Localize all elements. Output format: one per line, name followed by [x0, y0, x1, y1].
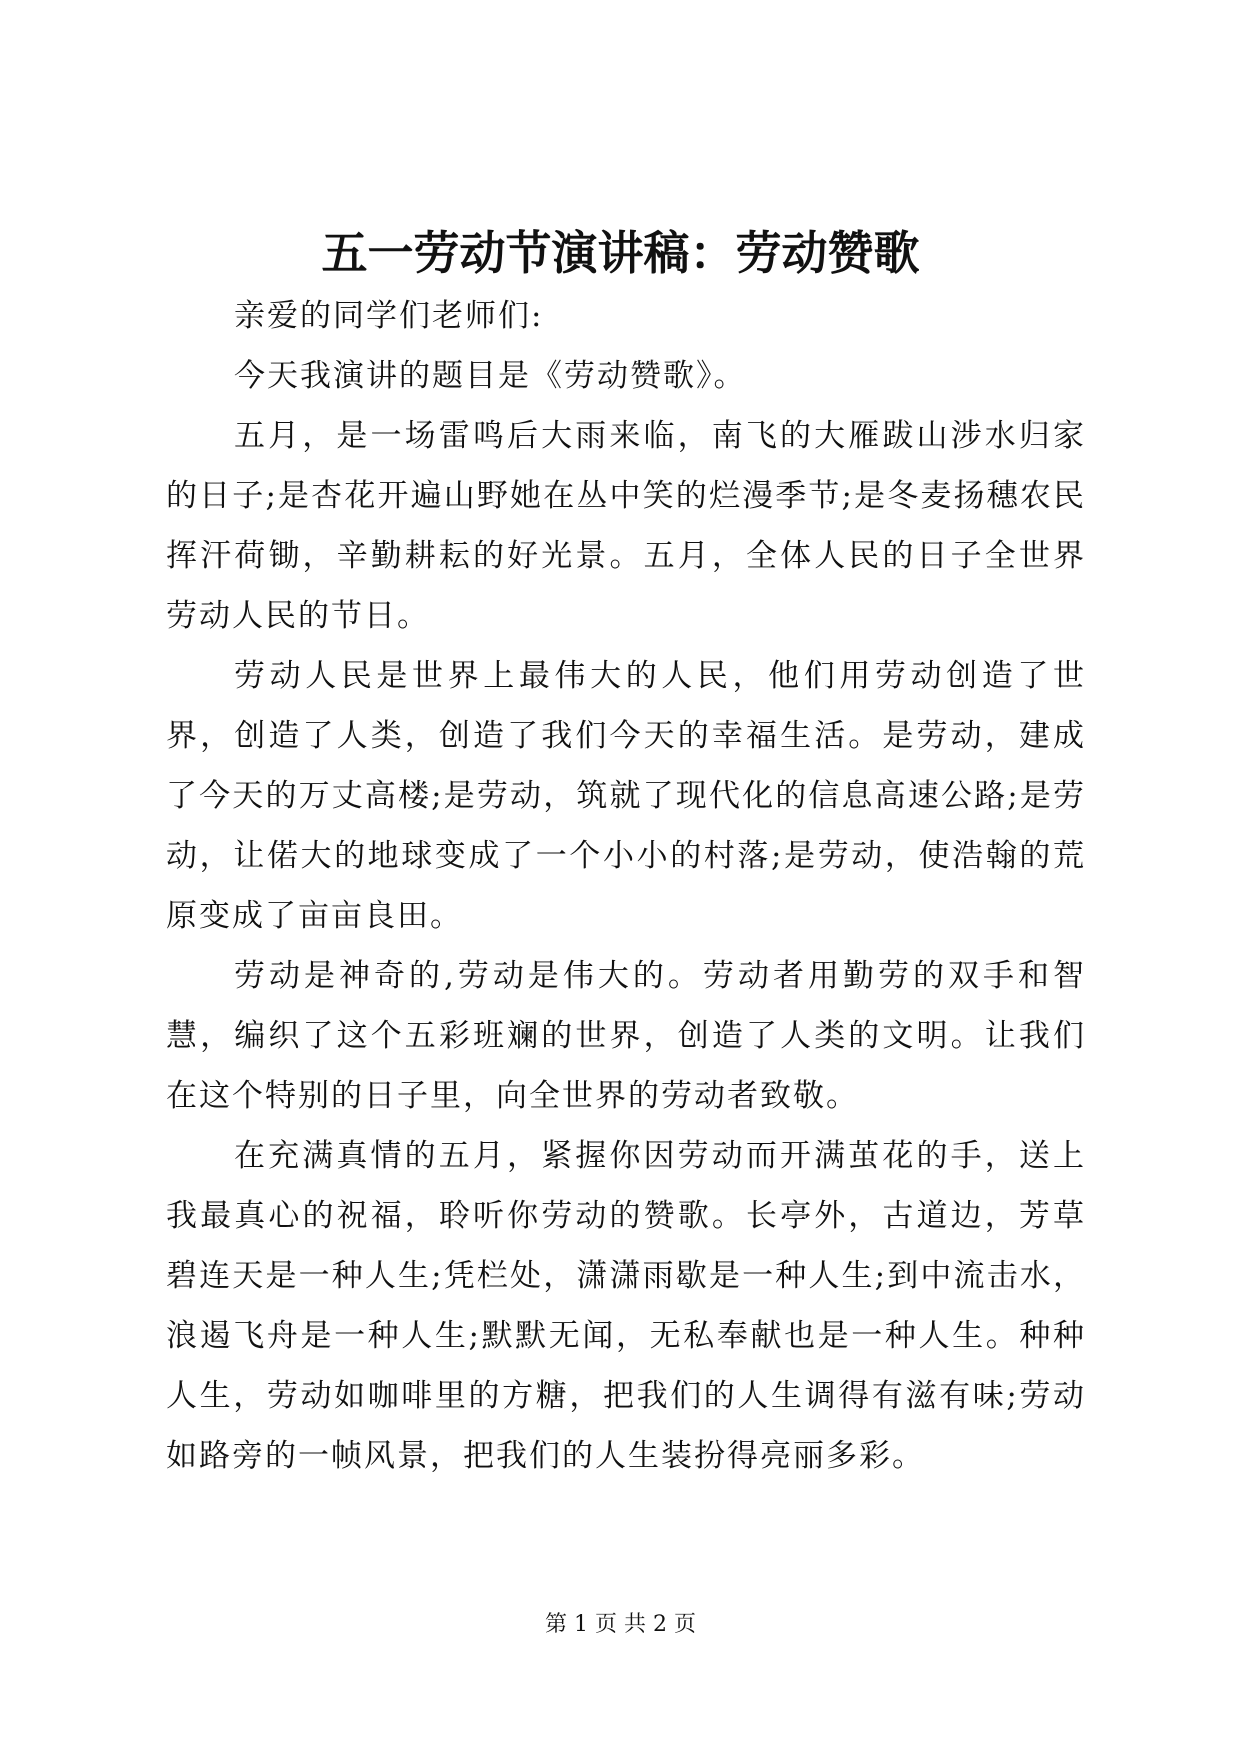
- paragraph-labor-song: 在充满真情的五月，紧握你因劳动而开满茧花的手，送上我最真心的祝福，聆听你劳动的赞歌。长亭外，古道边，芳草碧连天是一种人生;凭栏处，潇潇雨歇是一种人生;到中流击水，浪遏飞舟是一种人生;默默无闻，无私奉献也是一种人生。种种人生，劳动如咖啡里的方糖，把我们的人生调得有滋有味;劳动如路旁的一帧风景，把我们的人生装扮得亮丽多彩。: [166, 1138, 1086, 1474]
- document-body: [166, 286, 1086, 1486]
- paragraph-topic: 今天我演讲的题目是《劳动赞歌》。: [234, 358, 747, 394]
- paragraph-labor-great: 劳动是神奇的,劳动是伟大的。劳动者用勤劳的双手和智慧，编织了这个五彩班斓的世界，创造了人类的文明。让我们在这个特别的日子里，向全世界的劳动者致敬。: [166, 958, 1086, 1114]
- document-title: 五一劳动节演讲稿：劳动赞歌: [321, 226, 920, 280]
- paragraph-laboring-people: 劳动人民是世界上最伟大的人民，他们用劳动创造了世界，创造了人类，创造了我们今天的幸福生活。是劳动，建成了今天的万丈高楼;是劳动，筑就了现代化的信息高速公路;是劳动，让偌大的地球变成了一个小小的村落;是劳动，使浩翰的荒原变成了亩亩良田。: [166, 658, 1086, 934]
- paragraph-may: 五月，是一场雷鸣后大雨来临，南飞的大雁跋山涉水归家的日子;是杏花开遍山野她在丛中笑的烂漫季节;是冬麦扬穗农民挥汗荷锄，辛勤耕耘的好光景。五月，全体人民的日子全世界劳动人民的节日。: [166, 418, 1086, 634]
- paragraph-greeting: 亲爱的同学们老师们:: [234, 298, 544, 334]
- page-footer: 第 1 页 共 2 页: [545, 1612, 696, 1637]
